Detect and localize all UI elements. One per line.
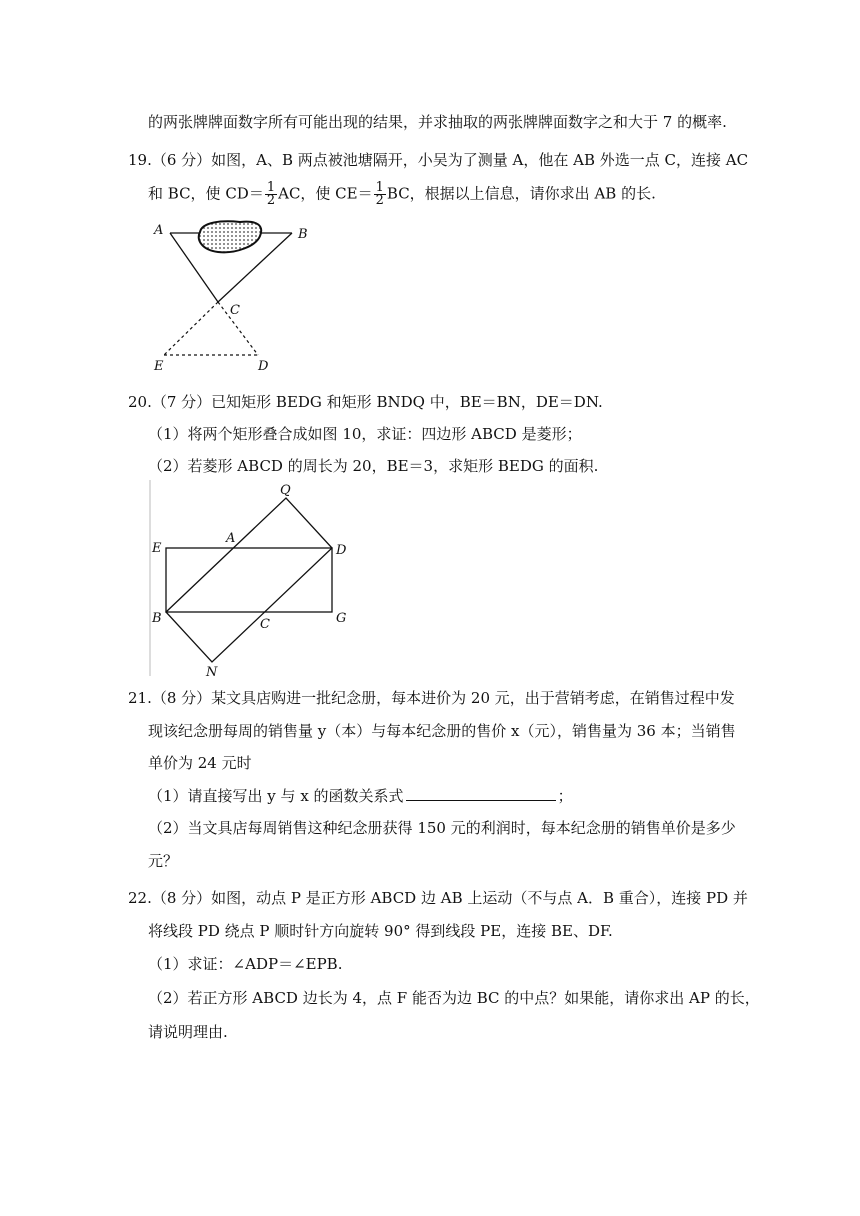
q20-line3: （2）若菱形 ABCD 的周长为 20，BE＝3，求矩形 BEDG 的面积. <box>148 457 599 475</box>
q19-figure <box>150 218 330 374</box>
q20-label-d: D <box>336 543 347 558</box>
q20-label-g: G <box>336 611 347 626</box>
q20-label-e: E <box>152 541 162 556</box>
q21-answer-blank[interactable] <box>406 786 556 801</box>
q20-label-n: N <box>206 665 218 680</box>
q19-label-d: D <box>258 359 269 374</box>
q20-label-a: A <box>226 531 236 546</box>
q19-label-a: A <box>154 223 164 238</box>
q19-fraction-2: $\frac{1}{2}$ <box>375 180 384 208</box>
q19-line2 <box>148 182 656 207</box>
intro-line: 的两张牌牌面数字所有可能出现的结果，并求抽取的两张牌牌面数字之和大于 7 的概率. <box>148 113 727 131</box>
q21-line6: 元？ <box>148 852 179 870</box>
q21-line1: 21.（8 分）某文具店购进一批纪念册，每本进价为 20 元，出于营销考虑，在销售过程中发 <box>128 689 735 707</box>
q22-line5: 请说明理由. <box>148 1023 228 1041</box>
q20-label-b: B <box>152 611 162 626</box>
q21-line5: （2）当文具店每周销售这种纪念册获得 150 元的利润时，每本纪念册的销售单价是多少 <box>148 819 736 837</box>
q20-label-c: C <box>260 617 270 632</box>
q21-line3: 单价为 24 元时 <box>148 754 252 772</box>
q19-line1: 19.（6 分）如图，A、B 两点被池塘隔开，小吴为了测量 A，他在 AB 外选一点 C，连接 AC <box>128 151 749 169</box>
q22-line2: 将线段 PD 绕点 P 顺时针方向旋转 90° 得到线段 PE，连接 BE、DF. <box>148 922 613 940</box>
q19-line2-part-c: BC，根据以上信息，请你求出 AB 的长. <box>386 184 656 203</box>
q19-label-b: B <box>298 227 308 242</box>
q21-line4-text: （1）请直接写出 y 与 x 的函数关系式 <box>148 787 404 805</box>
q20-rect-bndq <box>166 498 332 662</box>
q19-pond-shape <box>199 221 261 252</box>
q19-fraction-1: $\frac{1}{2}$ <box>266 180 276 208</box>
q19-line2-part-b: AC，使 CE＝ <box>278 184 373 203</box>
q20-line1: 20.（7 分）已知矩形 BEDG 和矩形 BNDQ 中，BE＝BN，DE＝DN. <box>128 393 603 411</box>
q21-line2: 现该纪念册每周的销售量 y（本）与每本纪念册的售价 x（元），销售量为 36 本；当销售 <box>148 722 736 740</box>
q19-label-e: E <box>154 359 164 374</box>
q22-line3: （1）求证：∠ADP＝∠EPB. <box>148 955 343 973</box>
q22-line1: 22.（8 分）如图，动点 P 是正方形 ABCD 边 AB 上运动（不与点 A．B 重合），连接 PD 并 <box>128 889 748 907</box>
q19-label-c: C <box>230 303 240 318</box>
q21-line4 <box>148 786 573 806</box>
q21-line4-end: ； <box>557 787 573 805</box>
q20-rect-bedg <box>166 548 332 612</box>
q19-line2-part-a: 和 BC，使 CD＝ <box>148 184 264 203</box>
q20-label-q: Q <box>280 483 291 498</box>
q22-line4: （2）若正方形 ABCD 边长为 4，点 F 能否为边 BC 的中点？如果能，请你求出 AP 的长， <box>148 989 760 1007</box>
q19-line-ce <box>164 302 218 355</box>
q20-line2: （1）将两个矩形叠合成如图 10，求证：四边形 ABCD 是菱形； <box>148 425 582 443</box>
q20-figure <box>148 478 368 680</box>
